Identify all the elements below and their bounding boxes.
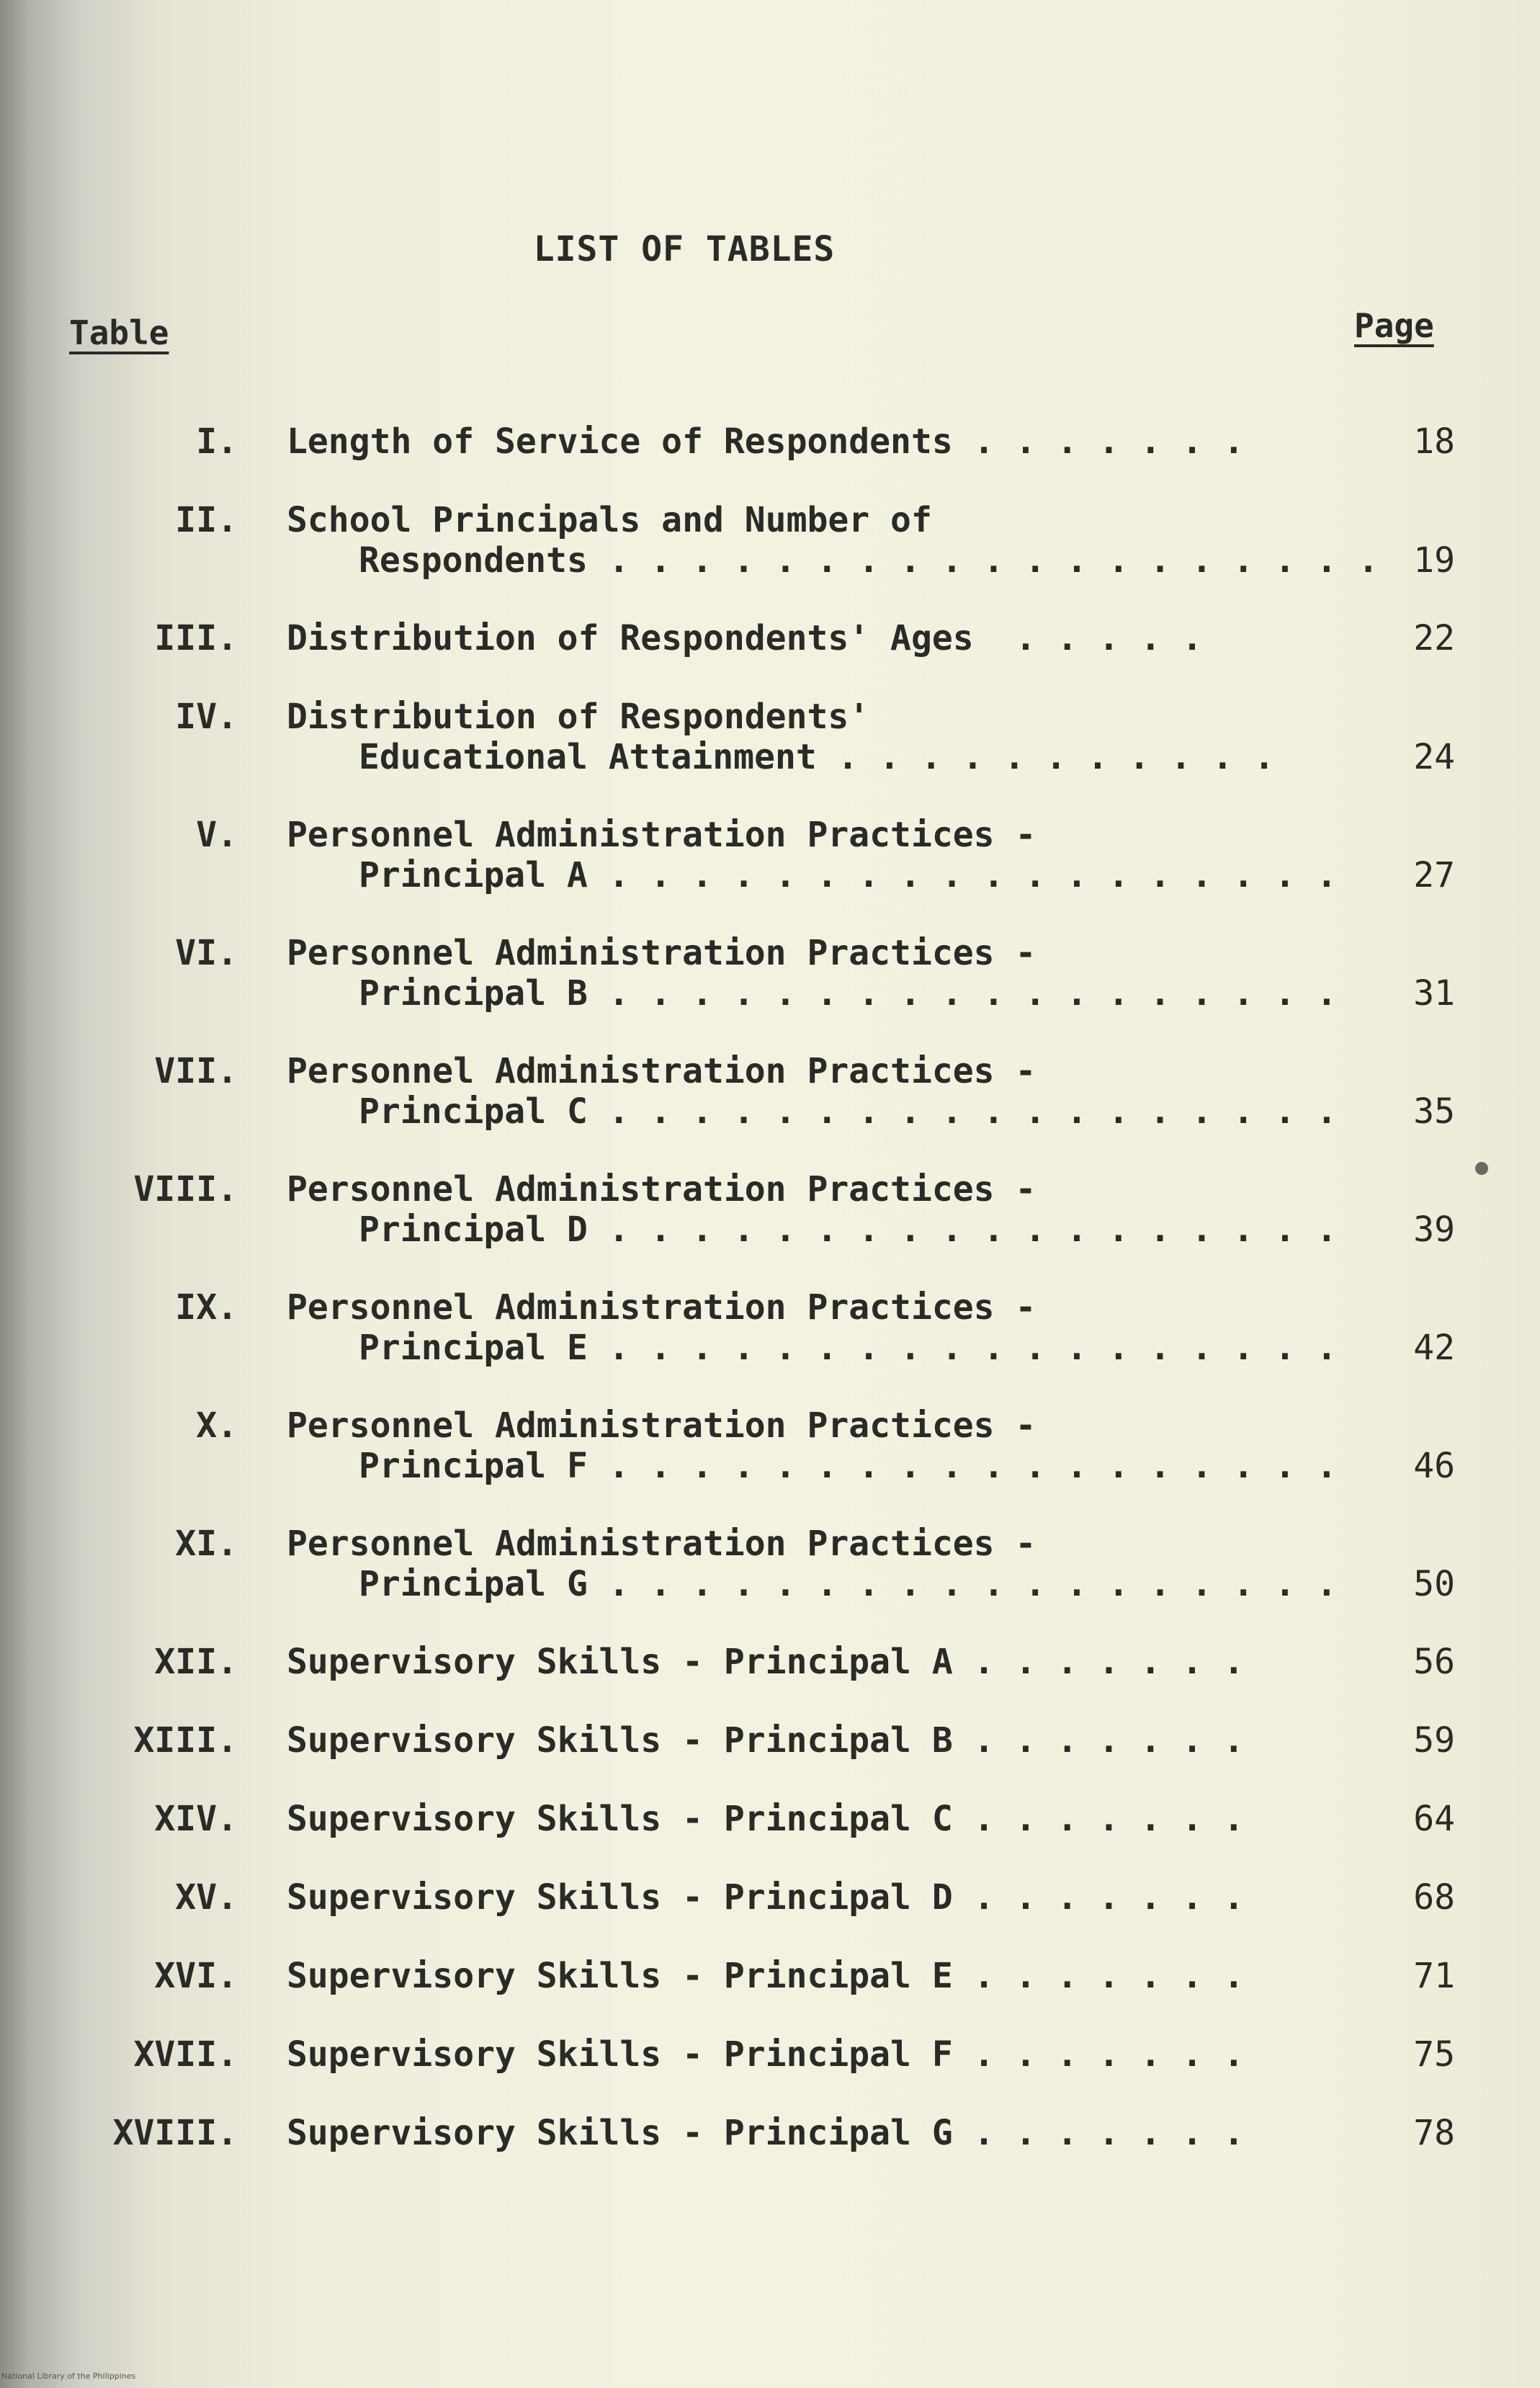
page-column-header: Page (1354, 306, 1434, 345)
entry-title: Supervisory Skills - Principal E . . . . . . . (287, 1956, 1245, 1996)
entry-title: Supervisory Skills - Principal C . . . . . . . (287, 1799, 1245, 1839)
ink-spot (1475, 1162, 1488, 1175)
page-title: LIST OF TABLES (533, 229, 836, 269)
entry-title: Distribution of Respondents' (287, 697, 870, 737)
entry-number: XV. (175, 1877, 238, 1918)
entry-number: XI. (175, 1524, 238, 1564)
entry-page-number: 24 (1413, 737, 1455, 777)
entry-page-number: 27 (1413, 855, 1455, 895)
entry-title: Personnel Administration Practices - (287, 933, 1037, 973)
entry-title: Supervisory Skills - Principal F . . . . . . . (287, 2034, 1245, 2075)
entry-title-continued: Principal A . . . . . . . . . . . . . . . . . . (359, 855, 1338, 895)
entry-title-continued: Educational Attainment . . . . . . . . . . . (359, 737, 1275, 777)
entry-number: XIV. (154, 1799, 238, 1839)
entry-number: V. (196, 815, 238, 855)
entry-page-number: 39 (1413, 1209, 1455, 1250)
entry-page-number: 22 (1413, 618, 1455, 658)
entry-number: XIII. (133, 1720, 238, 1761)
entry-page-number: 75 (1413, 2034, 1455, 2075)
entry-title-continued: Principal C . . . . . . . . . . . . . . . . . . (359, 1091, 1338, 1132)
entry-number: VII. (154, 1051, 238, 1091)
entry-title: Supervisory Skills - Principal G . . . . . . . (287, 2113, 1245, 2153)
entry-number: XVI. (154, 1956, 238, 1996)
footer-text: National Library of the Philippines (1, 2371, 136, 2381)
entry-number: IX. (175, 1287, 238, 1328)
entry-title: Personnel Administration Practices - (287, 815, 1037, 855)
entry-title-continued: Principal F . . . . . . . . . . . . . . . . . . (359, 1446, 1338, 1486)
table-column-header: Table (69, 313, 169, 352)
entry-page-number: 68 (1413, 1877, 1455, 1918)
entry-number: VI. (175, 933, 238, 973)
entry-page-number: 31 (1413, 973, 1455, 1014)
entry-number: I. (196, 421, 238, 462)
entry-title: Length of Service of Respondents . . . . . . . (287, 421, 1245, 462)
entry-number: VIII. (133, 1169, 238, 1209)
entry-page-number: 42 (1413, 1328, 1455, 1368)
entry-page-number: 64 (1413, 1799, 1455, 1839)
entry-number: III. (154, 618, 238, 658)
entry-title: School Principals and Number of (287, 500, 932, 540)
entry-title: Supervisory Skills - Principal B . . . . . . . (287, 1720, 1245, 1761)
entry-number: X. (196, 1405, 238, 1446)
entry-title-continued: Principal D . . . . . . . . . . . . . . . . . . (359, 1209, 1338, 1250)
entry-title: Personnel Administration Practices - (287, 1287, 1037, 1328)
entry-title: Distribution of Respondents' Ages . . . . . (287, 618, 1203, 658)
entry-page-number: 46 (1413, 1446, 1455, 1486)
entry-title-continued: Principal B . . . . . . . . . . . . . . . . . . (359, 973, 1338, 1014)
entry-number: II. (175, 500, 238, 540)
entry-title-continued: Principal G . . . . . . . . . . . . . . . . . . (359, 1564, 1338, 1604)
entry-page-number: 50 (1413, 1564, 1455, 1604)
entry-number: XII. (154, 1642, 238, 1682)
entry-page-number: 19 (1413, 540, 1455, 581)
entry-page-number: 18 (1413, 421, 1455, 462)
entry-page-number: 59 (1413, 1720, 1455, 1761)
entry-title: Supervisory Skills - Principal A . . . . . . . (287, 1642, 1245, 1682)
entry-page-number: 56 (1413, 1642, 1455, 1682)
entry-page-number: 78 (1413, 2113, 1455, 2153)
entry-page-number: 71 (1413, 1956, 1455, 1996)
entry-title: Personnel Administration Practices - (287, 1051, 1037, 1091)
entry-title-continued: Principal E . . . . . . . . . . . . . . . . . . (359, 1328, 1338, 1368)
entry-title: Personnel Administration Practices - (287, 1524, 1037, 1564)
entry-number: XVII. (133, 2034, 238, 2075)
entry-title-continued: Respondents . . . . . . . . . . . . . . . . . . . (359, 540, 1379, 581)
entry-number: XVIII. (112, 2113, 238, 2153)
entry-title: Personnel Administration Practices - (287, 1169, 1037, 1209)
entry-page-number: 35 (1413, 1091, 1455, 1132)
entry-title: Supervisory Skills - Principal D . . . . . . . (287, 1877, 1245, 1918)
entry-title: Personnel Administration Practices - (287, 1405, 1037, 1446)
entry-number: IV. (175, 697, 238, 737)
